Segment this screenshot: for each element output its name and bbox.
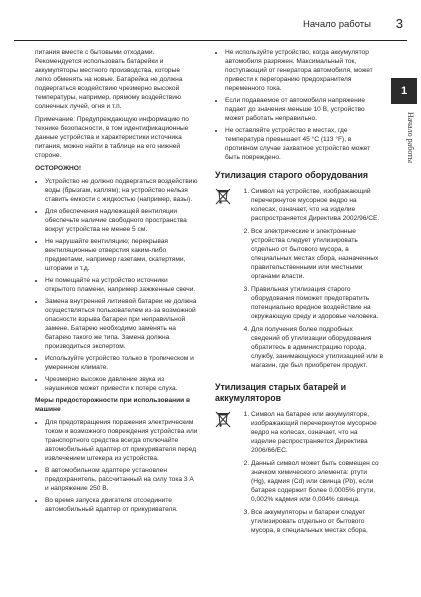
car-safety-list-continued [215,48,383,162]
list-item: 3. Все аккумуляторы и батареи следует утилизировать отдельно от бытового мусора, в специальных местах сбора, [251,508,383,535]
crossed-out-wheelie-bin-icon [215,410,233,539]
chapter-tab [391,78,417,218]
list-item: • Не помещайте на устройство источники открытого пламени, например зажженные свечи. [45,276,198,294]
battery-disposal-title: Утилизация старых батарей и аккумуляторов [215,382,347,403]
list-item: • Замена внутренней литиевой батареи не должна осуществляться пользователем из-за возможной опасности взрыва батареи при неправильной замене. Батарею необходимо заменять на батарею такого же типа. Замена должна производиться экспертом. [45,297,198,351]
caution-title: ОСТОРОЖНО! [35,165,82,172]
car-safety-list [35,418,198,514]
list-item: • Устройство не должно подвергаться воздействию воды (брызгам, каплям); на устройство нельзя ставить емкости с жидкостью (например, вазы). [45,177,198,204]
left-column [35,48,198,517]
list-item: • В автомобильном адаптере установлен предохранитель, рассчитанный на силу тока 3 А и напряжение 250 В. [45,466,198,493]
chapter-number: 1 [391,78,417,104]
battery-disposal-list [233,410,383,539]
disposal-section [215,187,383,374]
crossed-out-wheelie-bin-icon [215,187,233,374]
right-column [215,48,383,539]
page-number: 3 [395,16,403,31]
battery-disposal-section [215,410,383,539]
intro-paragraph: питания вместе с бытовыми отходами. Рекомендуется использовать батарейки и аккумуляторы местного производства, которые легко обменять на новые. Батарейка не должна подвергаться воздействию чрезмерно высокой температуры, например, прямому воздействию солнечных лучей, огня и т.п. [35,49,183,110]
list-item: • Не оставляйте устройство в местах, где температура превышает 45 °C (113 °F), в противном случае захватное устройство может быть повреждено. [225,126,383,162]
chapter-label: Начало работы [406,112,415,164]
list-item: • Во время запуска двигателя отсоедините автомобильный адаптер от прикуривателя. [45,496,198,514]
list-item: 1. Символ на батарее или аккумуляторе, изображающий перечеркнутое мусорное ведро на колесах, означает, что на изделие распространяется Директива 2006/66/EC. [251,410,383,455]
header-title: Начало работы [302,19,371,30]
caution-list [35,177,198,393]
list-item: 1. Символ на устройстве, изображающий перечеркнутое мусорное ведро на колесах, означает, что на изделие распространяется Директива 2002/96/CE. [251,187,383,223]
list-item: 2. Все электрические и электронные устройства следует утилизировать отдельно от бытового мусора, в специальных местах сбора, назначенных правительственными или местными органами власти. [251,227,383,281]
note-paragraph: Примечание: Предупреждающую информацию по технике безопасности, в том идентификационные данные устройства и характеристики источника питания, можно найти в таблице на его нижней стороне. [35,116,189,159]
car-safety-title: Меры предосторожности при использовании в машине [35,397,191,413]
list-item: • Для обеспечения надлежащей вентиляции обеспечьте наличие свободного пространства вокруг устройства не менее 5 см. [45,207,198,234]
list-item: • Используйте устройство только в тропическом и умеренном климате. [45,354,198,372]
list-item: • Если подаваемое от автомобиля напряжение падает до значения меньше 10 В, устройство может работать неправильно. [225,96,383,123]
page-header [14,10,407,41]
disposal-title: Утилизация старого оборудования [215,170,369,180]
list-item: 3. Правильная утилизация старого оборудования поможет предотвратить потенциально вредное воздействие на окружающую среду и здоровье человека. [251,285,383,321]
list-item: 2. Данный символ может быть совмещен со значком химического элемента: ртути (Hg), кадмия (Cd) или свинца (Pb), если батарея содержит более 0,0005% ртути, 0,002% кадмия или 0,004% свинца. [251,459,383,504]
list-item: 4. Для получения более подробных сведений об утилизации оборудования обратитесь в администрацию города, службу, занимающуюся утилизацией или в магазин, где был приобретен продукт. [251,325,383,370]
disposal-list [233,187,383,374]
list-item: • Чрезмерно высокое давление звука из наушников может привести к потере слуха. [45,375,198,393]
list-item: • Для предотвращения поражения электрическим током и возможного повреждения устройства или транспортного средства всегда отключайте автомобильный адаптер от прикуривателя перед извлечением штекера из устройства. [45,418,198,463]
list-item: • Не нарушайте вентиляцию; перекрывая вентиляционные отверстия каким-либо предметами, например газетами, скатертями, шторами и т.д. [45,237,198,273]
list-item: • Не используйте устройство, когда аккумулятор автомобиля разряжен. Максимальный ток, поступающий от генератора автомобиля, может привести к перегоранию предохранителя переменного тока. [225,48,383,93]
